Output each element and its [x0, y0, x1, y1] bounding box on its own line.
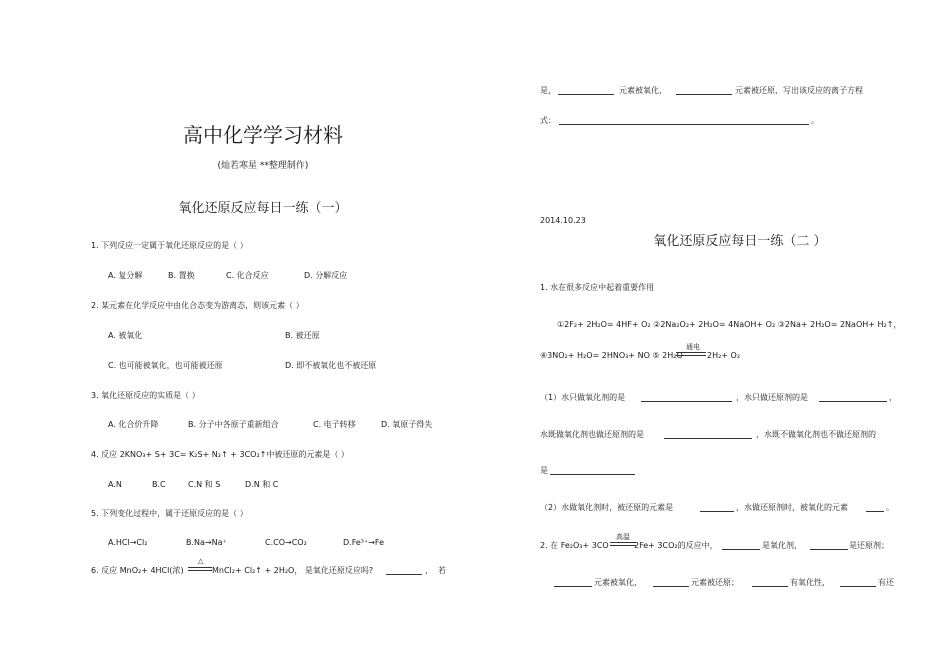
equals-line-bottom — [188, 570, 212, 571]
water-neither-blank[interactable] — [550, 466, 635, 475]
cont-text-3: 元素被还原，写出该反应的离子方程 — [735, 86, 863, 95]
high-temp-mark: 高温 — [616, 533, 630, 541]
sub2-text-b: ，水做还原剂时，被氧化的元素 — [736, 503, 848, 512]
q5-option-a: A.HCl→Cl₂ — [108, 538, 148, 547]
sub1-text-f: 是 — [540, 466, 548, 475]
cont-text-4: 式： — [540, 116, 556, 125]
cont-text-5: 。 — [811, 116, 819, 125]
reduced-element-blank[interactable] — [676, 86, 732, 95]
section-title-1: 氧化还原反应每日一练（一） — [178, 201, 348, 216]
sub1-text-e: ，水既不做氧化剂也不做还原剂的 — [756, 430, 876, 439]
q4-option-c: C.N 和 S — [188, 480, 221, 489]
reductant-blank[interactable] — [810, 541, 848, 550]
water-reductant-blank[interactable] — [819, 393, 887, 402]
q4-option-d: D.N 和 C — [245, 480, 279, 489]
q6-answer-blank[interactable] — [386, 566, 422, 575]
page-title: 高中化学学习材料 — [183, 123, 343, 147]
q1-option-c: C. 化合反应 — [226, 271, 269, 280]
water-both-blank[interactable] — [664, 430, 752, 439]
q4-option-b: B.C — [152, 480, 166, 489]
eq5-line-top — [676, 352, 706, 353]
r-q2-part-b: 2Fe+ 3CO₂的反应中， — [634, 541, 718, 550]
r-q2-part-f: 元素被还原； — [691, 578, 739, 587]
q1-option-d: D. 分解反应 — [304, 271, 348, 280]
equations-line-2b: 2H₂+ O₂ — [707, 351, 741, 360]
date: 2014.10.23 — [540, 216, 586, 225]
q3-option-c: C. 电子转移 — [313, 420, 356, 429]
equations-line-2a: ④3NO₂+ H₂O= 2HNO₃+ NO ⑤ 2H₂O — [540, 351, 683, 360]
r-q2-part-d: 是还原剂； — [849, 541, 889, 550]
q4-option-a: A.N — [108, 480, 122, 489]
sub2-text-c: 。 — [886, 503, 894, 512]
equations-line-1: ①2F₂+ 2H₂O= 4HF+ O₂ ②2Na₂O₂+ 2H₂O= 4NaOH+ O₂ ③2Na+ 2H₂O= 2NaOH+ H₂↑， — [557, 320, 902, 329]
cont-text-2: 元素被氧化， — [619, 86, 667, 95]
q1-option-b: B. 置换 — [168, 271, 195, 280]
q6-stem-part1: 6. 反应 MnO₂+ 4HCl(浓) — [91, 566, 184, 575]
q2-option-c: C. 也可能被氧化，也可能被还原 — [108, 361, 223, 370]
r-q2-part-h: 有还 — [878, 578, 894, 587]
sub2-text-a: （2）水做氧化剂时，被还原的元素是 — [540, 503, 674, 512]
sub1-text-d: 水既做氧化剂也做还原剂的是 — [540, 430, 644, 439]
reduced-element-blank-3[interactable] — [653, 578, 689, 587]
r-q2-part-e: 元素被氧化， — [594, 578, 642, 587]
q2-option-b: B. 被还原 — [285, 331, 320, 340]
q5-stem: 5. 下列变化过程中，属于还原反应的是（ ） — [91, 509, 248, 518]
r-q2-part-g: 有氧化性， — [790, 578, 830, 587]
r-q2-part-a: 2. 在 Fe₂O₃+ 3CO — [540, 541, 609, 550]
oxidized-element-blank[interactable] — [558, 86, 614, 95]
q2-option-d: D. 即不被氧化也不被还原 — [285, 361, 377, 370]
heating-mark: △ — [198, 557, 204, 565]
water-oxidant-blank[interactable] — [641, 393, 732, 402]
reduced-element-blank-2[interactable] — [700, 503, 734, 512]
q5-option-b: B.Na→Na⁺ — [186, 538, 227, 547]
q6-stem-part2: MnCl₂+ Cl₂↑ + 2H₂O， 是氧化还原反应吗? — [212, 566, 374, 575]
q5-option-d: D.Fe³⁺→Fe — [343, 538, 385, 547]
q1-stem: 1. 下列反应一定属于氧化还原反应的是（ ） — [91, 241, 248, 250]
sub1-text-a: （1）水只做氧化剂的是 — [540, 393, 626, 402]
oxidant-blank[interactable] — [722, 541, 760, 550]
eq5-line-bottom — [676, 355, 706, 356]
q5-option-c: C.CO→CO₂ — [265, 538, 307, 547]
sub1-text-c: ， — [889, 393, 897, 402]
q2-stem: 2. 某元素在化学反应中由化合态变为游离态，则该元素（ ） — [91, 301, 304, 310]
cont-text-1: 是， — [540, 86, 556, 95]
oxidized-element-blank-3[interactable] — [554, 578, 592, 587]
r-q2-part-c: 是氧化剂， — [762, 541, 802, 550]
q3-stem: 3. 氧化还原反应的实质是（ ） — [91, 391, 200, 400]
equals-line-top — [188, 567, 212, 568]
section-title-2: 氧化还原反应每日一练（二 ） — [653, 234, 827, 249]
q4-stem: 4. 反应 2KNO₃+ S+ 3C= K₂S+ N₂↑ + 3CO₂↑中被还原的元素是（ ） — [91, 450, 349, 459]
q6-tail: 若 — [438, 566, 446, 575]
electrolysis-mark: 通电 — [686, 343, 700, 351]
ionic-equation-blank[interactable] — [559, 116, 809, 125]
q3-option-a: A. 化合价升降 — [108, 420, 159, 429]
q1-option-a: A. 复分解 — [108, 271, 143, 280]
subtitle: (灿若寒星 **整理制作) — [217, 161, 309, 171]
q3-option-d: D. 氧原子得失 — [381, 420, 433, 429]
q2-option-a: A. 被氧化 — [108, 331, 143, 340]
reducing-blank[interactable] — [840, 578, 876, 587]
q2-line-bottom — [610, 545, 636, 546]
sub1-text-b: ，水只做还原剂的是 — [736, 393, 808, 402]
oxidizing-blank[interactable] — [752, 578, 788, 587]
q2-line-top — [610, 542, 636, 543]
oxidized-element-blank-2[interactable] — [866, 503, 884, 512]
r-q1-stem: 1. 水在很多反应中起着重要作用 — [540, 283, 655, 292]
q3-option-b: B. 分子中各原子重新组合 — [188, 420, 279, 429]
